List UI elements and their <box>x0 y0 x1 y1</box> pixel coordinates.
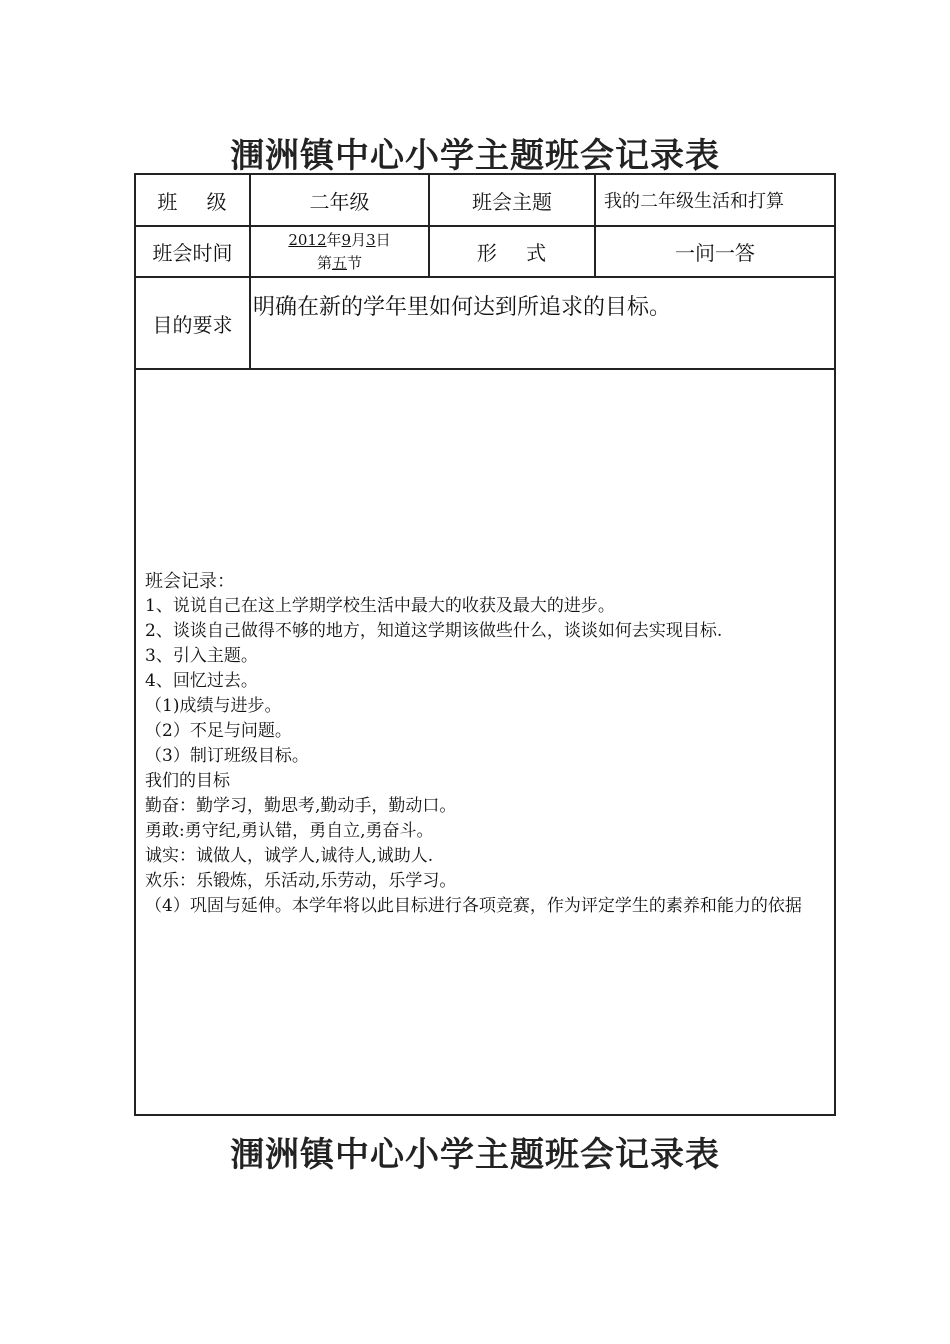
record-line: （4）巩固与延伸。本学年将以此目标进行各项竞赛，作为评定学生的素养和能力的依据 <box>145 896 802 916</box>
table-row <box>135 226 835 277</box>
record-line: （1)成绩与进步。 <box>145 696 282 716</box>
record-line: （2）不足与问题。 <box>145 721 292 741</box>
period-prefix: 第 <box>316 253 332 272</box>
table-row <box>135 174 835 226</box>
record-heading: 班会记录： <box>145 571 235 592</box>
date-line <box>251 229 428 252</box>
goal-label: 目的要求 <box>135 277 250 369</box>
period-line <box>251 252 428 275</box>
class-label: 班 级 <box>135 174 250 226</box>
period-unit: 节 <box>347 253 363 272</box>
day-unit: 日 <box>375 230 391 249</box>
table-row <box>135 277 835 369</box>
theme-value: 我的二年级生活和打算 <box>595 174 835 226</box>
record-line: 欢乐：乐锻炼，乐活动,乐劳动，乐学习。 <box>145 871 457 891</box>
form-label: 形 式 <box>429 226 595 277</box>
table-row <box>135 369 835 1115</box>
record-line: 4、回忆过去。 <box>145 671 258 691</box>
record-line: 3、引入主题。 <box>145 646 258 666</box>
time-value <box>250 226 429 277</box>
day: 3 <box>366 230 376 249</box>
theme-label: 班会主题 <box>429 174 595 226</box>
month: 9 <box>341 230 352 249</box>
year-unit: 年 <box>326 230 342 249</box>
record-line: （3）制订班级目标。 <box>145 746 309 766</box>
record-line: 诚实：诚做人，诚学人,诚待人,诚助人. <box>145 846 434 866</box>
record-line: 勤奋：勤学习，勤思考,勤动手，勤动口。 <box>145 796 457 816</box>
record-line: 1、说说自己在这上学期学校生活中最大的收获及最大的进步。 <box>145 596 615 616</box>
month-unit: 月 <box>351 230 367 249</box>
record-line: 勇敢:勇守纪,勇认错，勇自立,勇奋斗。 <box>145 821 434 841</box>
footer-title: 涠洲镇中心小学主题班会记录表 <box>230 1135 720 1175</box>
year: 2012 <box>288 230 327 249</box>
period: 五 <box>331 253 347 272</box>
record-cell <box>135 369 835 1115</box>
form-value: 一问一答 <box>595 226 835 277</box>
record-line: 我们的目标 <box>145 771 230 791</box>
goal-value: 明确在新的学年里如何达到所追求的目标。 <box>250 277 835 369</box>
time-label: 班会时间 <box>135 226 250 277</box>
page-title: 涠洲镇中心小学主题班会记录表 <box>230 136 720 176</box>
record-line: 2、谈谈自己做得不够的地方，知道这学期该做些什么，谈谈如何去实现目标. <box>145 621 723 641</box>
meeting-record-table <box>134 173 836 1116</box>
class-value: 二年级 <box>250 174 429 226</box>
